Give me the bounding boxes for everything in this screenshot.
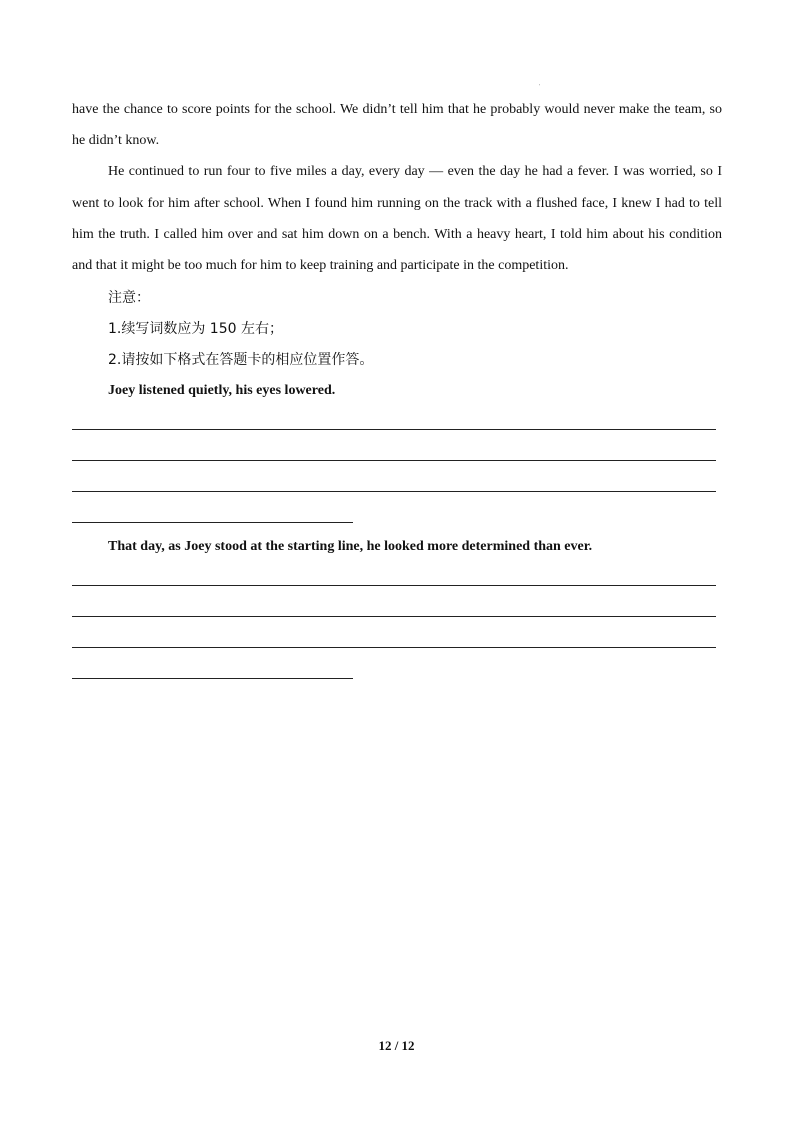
- answer-line-short: [72, 522, 353, 523]
- answer-line: [72, 616, 716, 617]
- paragraph1-line1: have the chance to score points for the school. We didn’t tell him that he probably would never make the team, so: [72, 102, 722, 117]
- answer-line: [72, 429, 716, 430]
- answer-line: [72, 647, 716, 648]
- continuation-prompt-2: That day, as Joey stood at the starting line, he looked more determined than ever.: [108, 539, 593, 554]
- answer-line: [72, 460, 716, 461]
- continuation-prompt-1: Joey listened quietly, his eyes lowered.: [108, 383, 336, 398]
- stray-mark: ': [539, 84, 541, 90]
- paragraph2-line3: him the truth. I called him over and sat him down on a bench. With a heavy heart, I told him about his condition: [72, 227, 722, 242]
- page-number: 12 / 12: [378, 1038, 415, 1053]
- answer-line: [72, 585, 716, 586]
- answer-line-short: [72, 678, 353, 679]
- notes-heading: 注意：: [108, 290, 150, 306]
- answer-line: [72, 491, 716, 492]
- notes-item-word-count: 1.续写词数应为 150 左右；: [108, 321, 283, 337]
- paragraph2-line2: went to look for him after school. When I found him running on the track with a flushed face, I knew I had to tell: [72, 196, 722, 211]
- paragraph1-line2: he didn’t know.: [72, 133, 160, 148]
- paragraph2-line4: and that it might be too much for him to keep training and participate in the competition.: [72, 258, 569, 273]
- notes-item-format: 2.请按如下格式在答题卡的相应位置作答。: [108, 352, 374, 368]
- paragraph2-line1: He continued to run four to five miles a day, every day — even the day he had a fever. I was worried, so I: [108, 164, 722, 179]
